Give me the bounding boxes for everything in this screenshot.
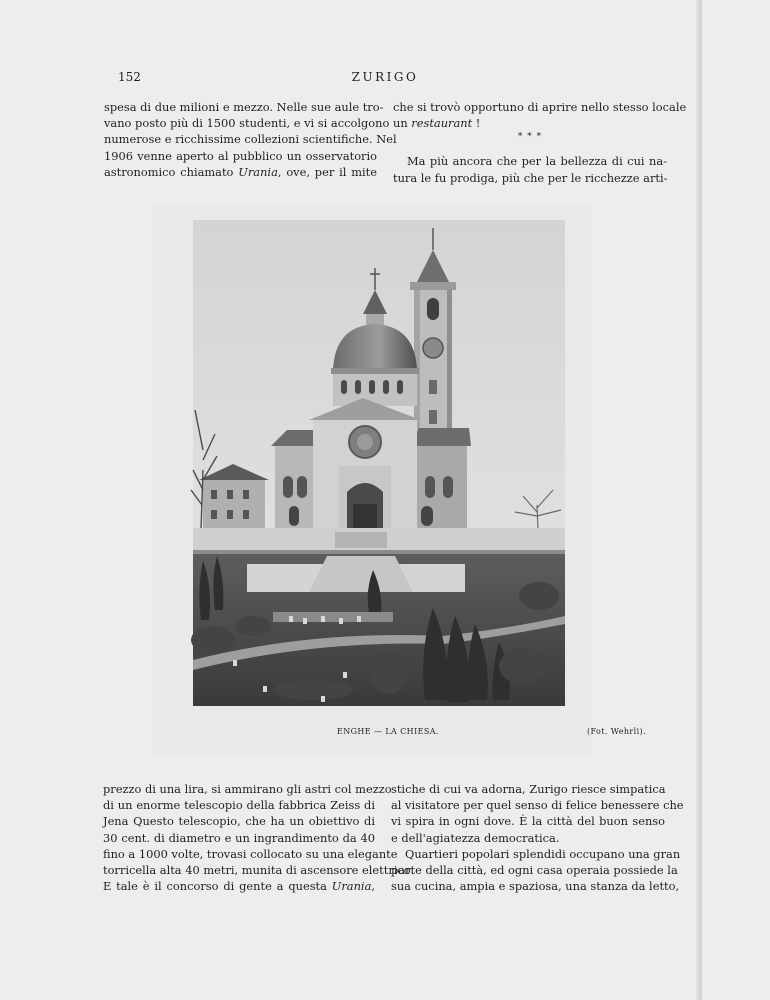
text-line: vano posto più di 1500 studenti, e vi si accolgono xyxy=(104,116,390,131)
text-line: al visitatore per quel senso di felice benessere che xyxy=(391,798,684,813)
text-column-bottom-left xyxy=(103,781,415,894)
text-line: prezzo di una lira, si ammirano gli astri col mezzo xyxy=(103,782,392,796)
text-line: E tale è il concorso di gente a questa Urania, xyxy=(103,879,375,894)
figure-caption: ENGHE — LA CHIESA. xyxy=(337,727,439,736)
text-line: un restaurant ! xyxy=(393,116,481,131)
text-line: 30 cent. di diametro e un ingrandimento da 40 xyxy=(103,830,375,845)
text-line: di un enorme telescopio della fabbrica Zeiss di xyxy=(103,798,375,813)
text-line: 1906 venne aperto al pubblico un osservatorio xyxy=(104,148,377,163)
text-line: Jena Questo telescopio, che ha un obiettivo di xyxy=(103,814,375,829)
text-line: sua cucina, ampia e spaziosa, una stanza da letto, xyxy=(391,879,680,894)
text-line: numerose e ricchissime collezioni scientifiche. Nel xyxy=(104,132,397,147)
urania-emphasis: Urania xyxy=(238,164,278,179)
text-line: astronomico chiamato Urania, ove, per il mite xyxy=(104,164,377,179)
text-line: torricella alta 40 metri, munita di ascensore elettrico. xyxy=(103,863,415,878)
running-head xyxy=(0,70,702,86)
running-title: ZURIGO xyxy=(351,70,419,84)
text-line: spesa di due milioni e mezzo. Nelle sue aule tro- xyxy=(104,100,384,114)
restaurant-emphasis: restaurant xyxy=(411,116,473,131)
page-edge xyxy=(696,0,702,1000)
church-photograph xyxy=(193,220,565,706)
text-line: fino a 1000 volte, trovasi collocato su una elegante xyxy=(103,846,398,861)
text-column-top-right xyxy=(393,99,687,186)
asterism-divider: * * * xyxy=(517,132,543,143)
text-line: Ma più ancora che per la bellezza di cui na- xyxy=(407,154,667,169)
text-column-bottom-right xyxy=(391,781,684,894)
photo-credit: (Fot. Wehrli). xyxy=(587,727,647,736)
urania-emphasis: Urania xyxy=(331,879,372,894)
text-line: tura le fu prodiga, più che per le ricchezze arti- xyxy=(393,170,668,185)
page-number: 152 xyxy=(118,70,141,84)
text-line: parte della città, ed ogni casa operaia possiede la xyxy=(391,863,678,878)
text-line: stiche di cui va adorna, Zurigo riesce simpatica xyxy=(391,782,666,796)
text-line: Quartieri popolari splendidi occupano una gran xyxy=(405,846,681,861)
text-column-top-left xyxy=(104,99,397,180)
text-line: che si trovò opportuno di aprire nello stesso locale xyxy=(393,100,687,114)
text-line: e dell'agiatezza democratica. xyxy=(391,830,560,845)
text-line: vi spira in ogni dove. È la città del buon senso xyxy=(391,814,665,829)
